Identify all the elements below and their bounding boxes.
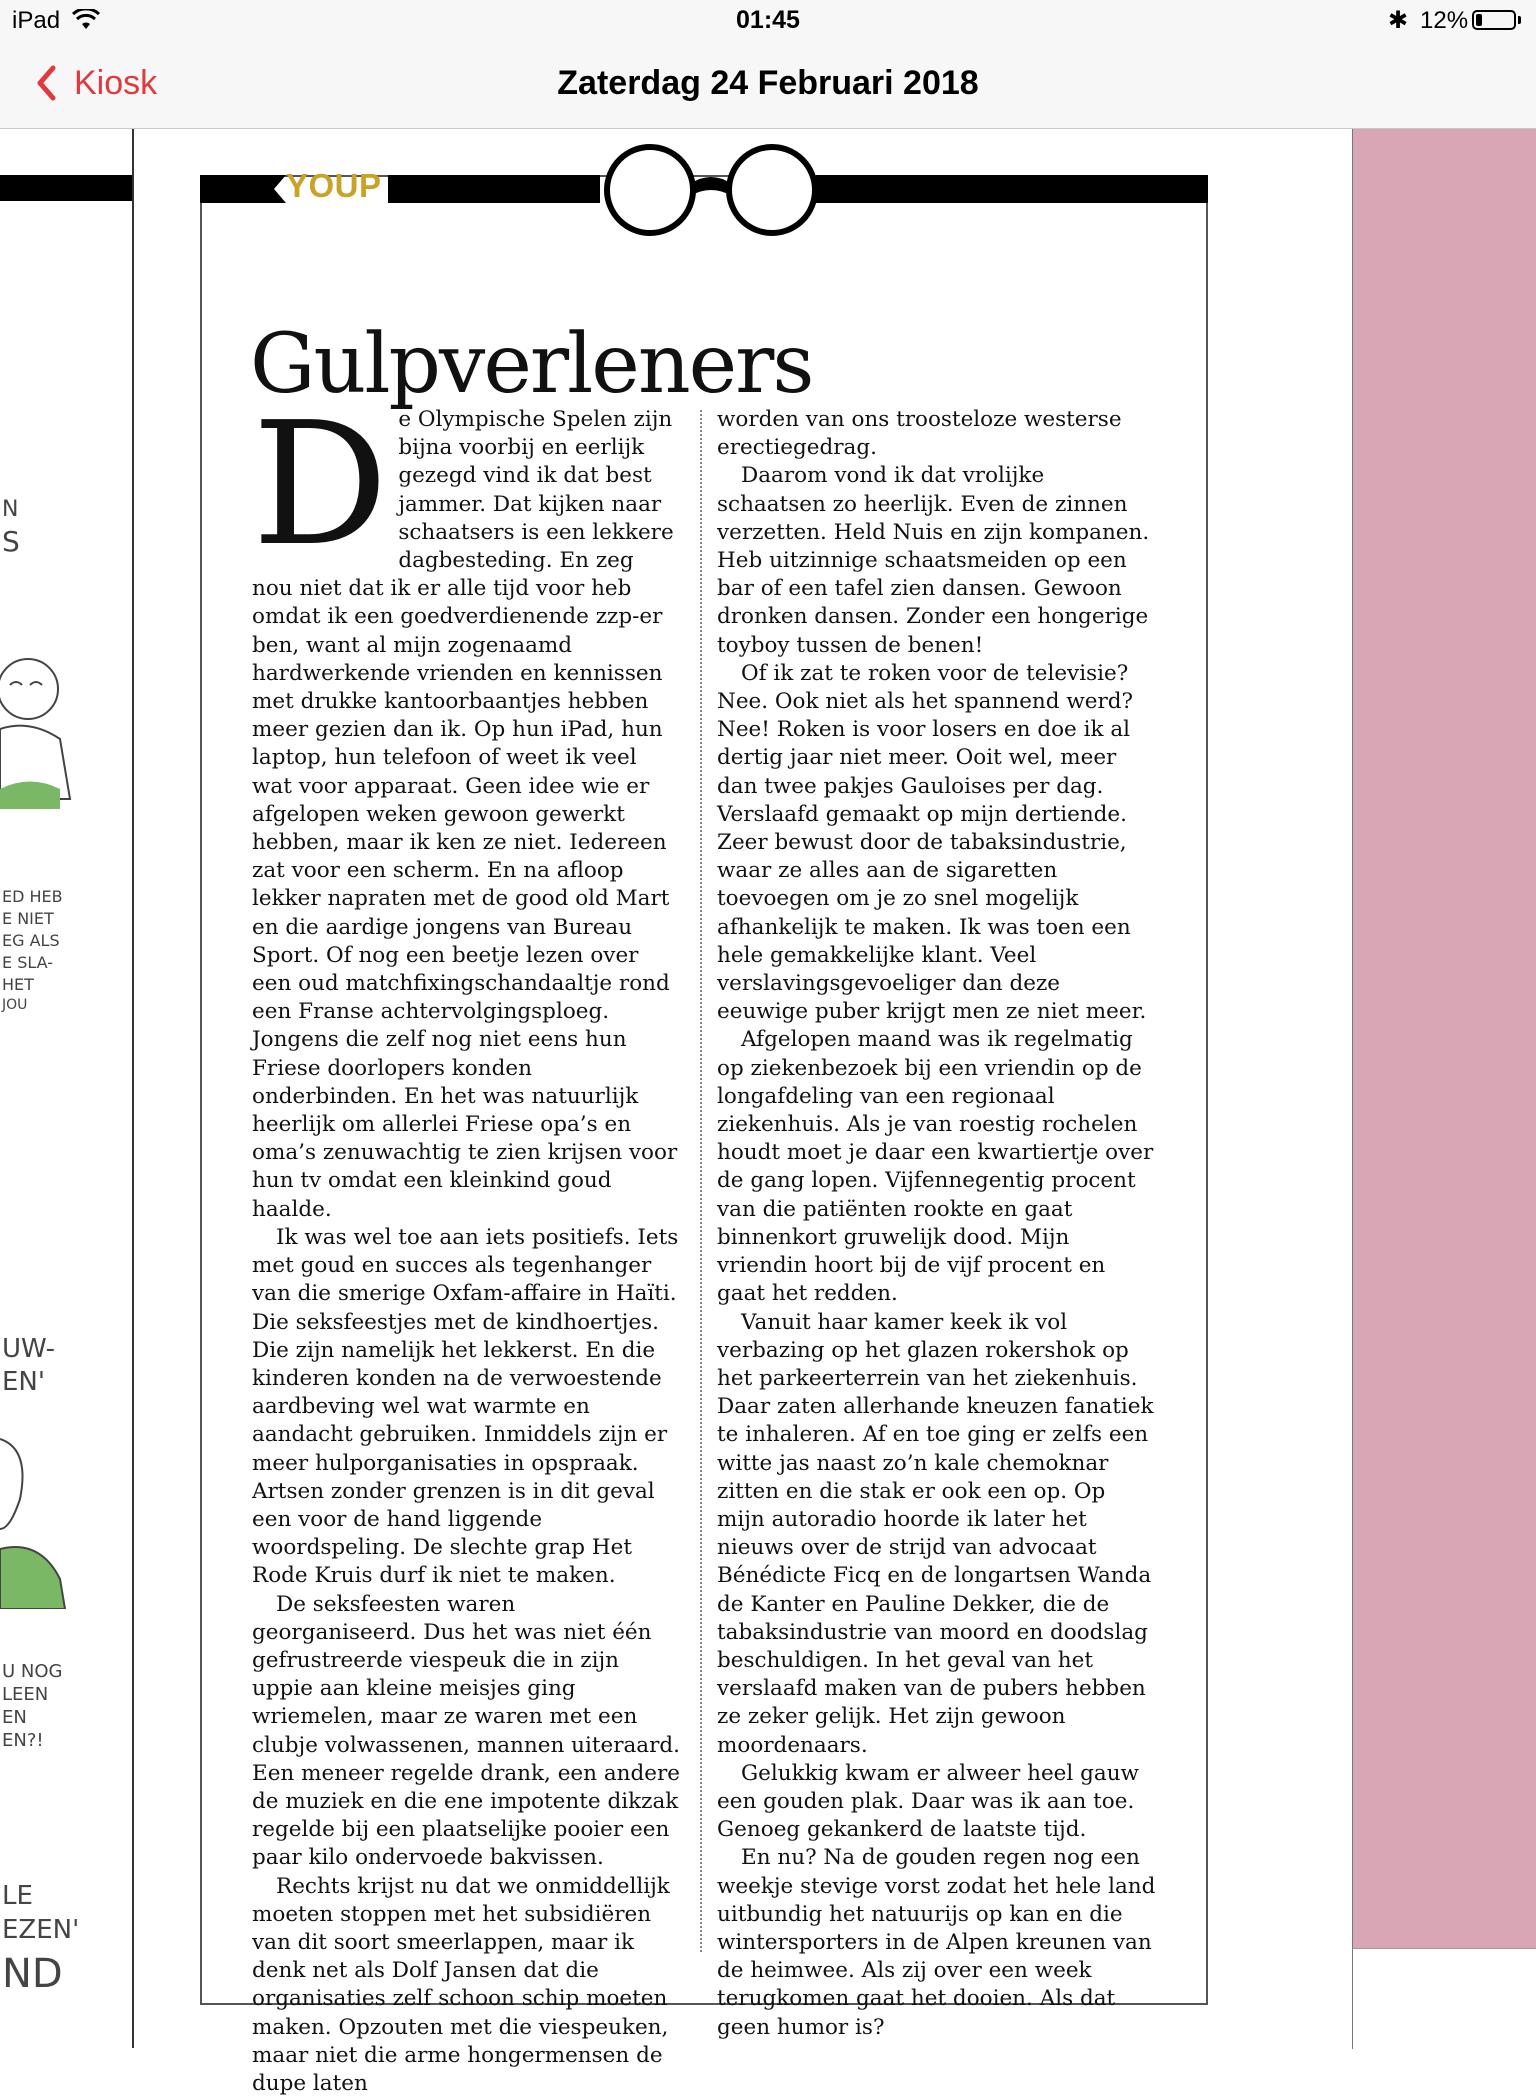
paragraph: Afgelopen maand was ik regelmatig op ziekenbezoek bij een vriendin op de longafdeling van een regionaal ziekenhuis. Als je van roestig rochelen houdt moet je daar een kwartiertje over de gang lopen. Vijfennegentig procent van die patiënten rookte en gaat binnenkort gruwelijk dood. Mijn vriendin hoort bij de vijf procent en gaat het redden. (717, 1027, 1154, 1307)
article-headline: Gulpverleners (250, 316, 813, 412)
next-page[interactable] (1352, 129, 1536, 1948)
battery-icon (1472, 10, 1516, 30)
paragraph: Gelukkig kwam er alweer heel gauw een gouden plak. Daar was ik aan toe. Genoeg gekankerd de laatste tijd. (717, 1760, 1139, 1843)
back-label: Kiosk (74, 63, 158, 102)
comic-text: UW- (2, 1334, 56, 1364)
navigation-bar (0, 40, 1536, 129)
battery-percentage: 12% (1420, 7, 1469, 34)
comic-text: LE (2, 1881, 33, 1911)
comic-text: ED HEB (2, 887, 63, 906)
comic-text: N (2, 497, 19, 522)
comic-character-image (0, 1429, 80, 1609)
comic-text: HET (2, 975, 34, 994)
paragraph: Ik was wel toe aan iets positiefs. Iets met goud en succes als tegenhanger van die smerige Oxfam-affaire in Haïti. Die seksfeestjes met de kindhoertjes. Die zijn namelijk het lekkerst. En die kinderen konden na de verwoestende aardbeving wel wat warmte en aandacht gebruiken. Inmiddels zijn er meer hulporganisaties in opspraak. Artsen zonder grenzen is in dit geval een voor de hand liggende woordspeling. De slechte grap Het Rode Kruis durf ik niet te maken. (252, 1224, 679, 1589)
column-kicker: YOUP (286, 167, 382, 204)
previous-page[interactable] (0, 129, 134, 2048)
next-page-bottom (1352, 1948, 1536, 2049)
glasses-icon (590, 140, 830, 240)
comic-text: EZEN' (2, 1915, 80, 1945)
clock: 01:45 (736, 6, 800, 34)
comic-text: E NIET (2, 909, 54, 928)
status-bar (0, 0, 1536, 40)
paragraph: De seksfeesten waren georganiseerd. Dus het was niet één gefrustreerde viespeuk die in zijn uppie aan kleine meisjes ging wriemelen, maar ze waren met een clubje volwassenen, mannen uiteraard. Een meneer regelde drank, een andere de muziek en die ene impotente dikzak regelde bij een plaatselijke pooier een paar kilo ondervoede bakvissen. (252, 1591, 680, 1871)
kicker-notch (266, 175, 286, 203)
drop-cap: D (252, 386, 389, 584)
paragraph: En nu? Na de gouden regen nog een weekje stevige vorst zodat het hele land uitbundig het natuurijs op kan en die wintersporters in de Alpen kreunen van de heimwee. Als zij over een week terugkomen gaat het dooien. Als dat geen humor is? (717, 1845, 1156, 2040)
comic-character-image (0, 649, 80, 809)
paragraph: Of ik zat te roken voor de televisie? Nee. Ook niet als het spannend werd? Nee! Roken is voor losers en doe ik al dertig jaar niet meer. Ooit wel, meer dan twee pakjes Gauloises per dag. Verslaafd gemaakt op mijn dertiende. Zeer bewust door de tabaksindustrie, waar ze alles aan de sigaretten toevoegen om je zo snel mogelijk afhankelijk te maken. Ik was toen een hele gemakkelijke klant. Veel verslavingsgevoeliger dan deze eeuwige puber krijgt men ze niet meer. (717, 660, 1147, 1025)
comic-text: EN' (2, 1367, 46, 1397)
comic-text: EN (2, 1707, 27, 1728)
paragraph: Rechts krijst nu dat we onmiddellijk moeten stoppen met het subsidiëren van dit soort smeerlappen, maar ik denk net als Dolf Jansen dat die organisaties zelf schoon schip moeten maken. Opzouten met die viespeuken, maar niet die arme hongermensen de dupe laten (252, 1873, 670, 2096)
article-column-2 (717, 406, 1157, 2042)
comic-text: EG ALS (2, 931, 60, 950)
bluetooth-icon: ✱ (1388, 7, 1409, 34)
comic-text: EN?! (2, 1730, 44, 1751)
page-title: Zaterdag 24 Februari 2018 (557, 64, 979, 102)
comic-text: ND (2, 1951, 63, 1997)
column-divider (700, 410, 702, 1952)
comic-text: LEEN (2, 1684, 49, 1705)
paragraph: Daarom vond ik dat vrolijke schaatsen zo heerlijk. Even de zinnen verzetten. Held Nuis en zijn kompanen. Heb uitzinnige schaatsmeiden op een bar of een tafel zien dansen. Gewoon dronken dansen. Zonder een hongerige toyboy tussen de benen! (717, 463, 1150, 658)
device-name: iPad (12, 7, 61, 34)
comic-text: S (2, 525, 20, 558)
comic-text: JOU (2, 997, 28, 1013)
comic-text: E SLA- (2, 953, 53, 972)
previous-page-header-bar (0, 175, 132, 201)
article-column-1 (252, 386, 680, 2098)
paragraph: worden van ons troosteloze westerse erectiegedrag. (717, 407, 1122, 461)
battery-nub (1518, 16, 1521, 24)
paragraph: e Olympische Spelen zijn bijna voorbij en eerlijk gezegd vind ik dat best jammer. Dat kijken naar schaatsers is een lekkere dagbesteding. En zeg nou niet dat ik er alle tijd voor heb omdat ik een goedverdienende zzp-er ben, want al mijn zogenaamd hardwerkende vrienden en kennissen met drukke kantoorbaantjes hebben meer gezien dan ik. Op hun iPad, hun laptop, hun telefoon of weet ik veel wat voor apparaat. Geen idee wie er afgelopen weken gewoon gewerkt hebben, maar ik ken ze niet. Iedereen zat voor een scherm. En na afloop lekker napraten met de good old Mart en die aardige jongens van Bureau Sport. Of nog een beetje lezen over een oud matchfixingschandaaltje rond een Franse achtervolgingsploeg. Jongens die zelf nog niet eens hun Friese doorlopers konden onderbinden. En het was natuurlijk heerlijk om allerlei Friese opa’s en oma’s zenuwachtig te zien krijsen voor hun tv omdat een kleinkind goud haalde. (252, 407, 678, 1222)
paragraph: Vanuit haar kamer keek ik vol verbazing op het glazen rokershok op het parkeerterrein van het ziekenhuis. Daar zaten allerhande kneuzen fanatiek te inhaleren. Af en toe ging er zelfs een witte jas naast zo’n kale chemoknar zitten en die stak er ook een op. Op mijn autoradio hoorde ik later het nieuws over de strijd van advocaat Bénédicte Ficq en de longartsen Wanda de Kanter en Pauline Dekker, die de tabaksindustrie van moord en doodslag beschuldigen. In het geval van het verslaafd maken van de pubers hebben ze zeker gelijk. Het zijn gewoon moordenaars. (717, 1309, 1154, 1758)
comic-text: U NOG (2, 1661, 63, 1682)
